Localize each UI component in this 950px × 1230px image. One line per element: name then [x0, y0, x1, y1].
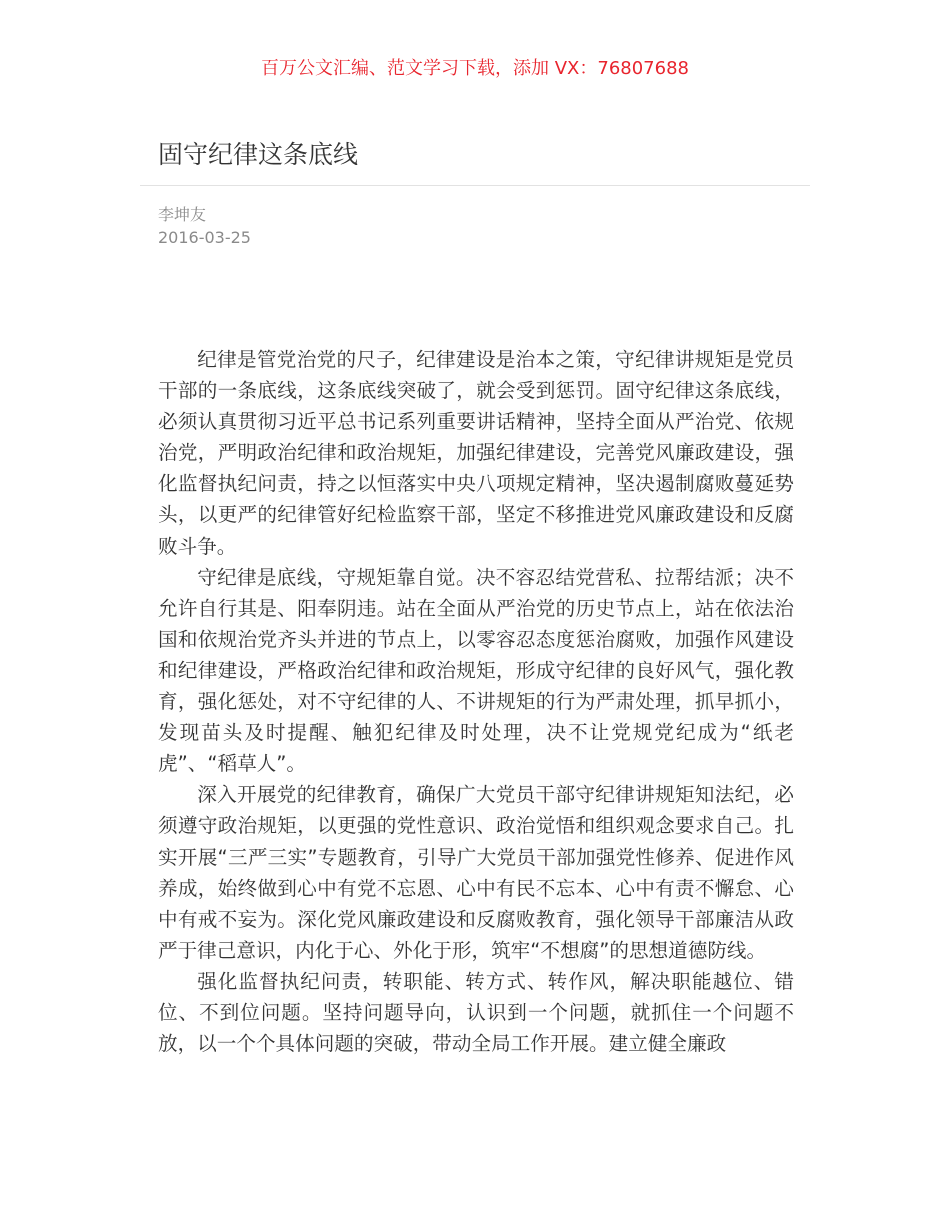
article-paragraph: 纪律是管党治党的尺子，纪律建设是治本之策，守纪律讲规矩是党员干部的一条底线，这条底线突破了，就会受到惩罚。固守纪律这条底线，必须认真贯彻习近平总书记系列重要讲话精神，坚持全面从严治党、依规治党，严明政治纪律和政治规矩，加强纪律建设，完善党风廉政建设，强化监督执纪问责，持之以恒落实中央八项规定精神，坚决遏制腐败蔓延势头，以更严的纪律管好纪检监察干部，坚定不移推进党风廉政建设和反腐败斗争。	[158, 348, 794, 558]
article-date: 2016-03-25	[158, 228, 251, 247]
title-divider	[140, 185, 810, 186]
article-body	[158, 344, 794, 1059]
article-author: 李坤友	[158, 205, 207, 224]
article-title: 固守纪律这条底线	[158, 140, 359, 169]
article-paragraph: 深入开展党的纪律教育，确保广大党员干部守纪律讲规矩知法纪，必须遵守政治规矩，以更强的党性意识、政治觉悟和组织观念要求自己。扎实开展“三严三实”专题教育，引导广大党员干部加强党性修养、促进作风养成，始终做到心中有党不忘恩、心中有民不忘本、心中有责不懈怠、心中有戒不妄为。深化党风廉政建设和反腐败教育，强化领导干部廉洁从政严于律己意识，内化于心、外化于形，筑牢“不想腐”的思想道德防线。	[158, 783, 794, 962]
promo-banner: 百万公文汇编、范文学习下载，添加 VX：76807688	[261, 58, 689, 79]
article-paragraph: 强化监督执纪问责，转职能、转方式、转作风，解决职能越位、错位、不到位问题。坚持问题导向，认识到一个问题，就抓住一个问题不放，以一个个具体问题的突破，带动全局工作开展。建立健全廉政	[158, 969, 794, 1056]
article-paragraph: 守纪律是底线，守规矩靠自觉。决不容忍结党营私、拉帮结派；决不允许自行其是、阳奉阴违。站在全面从严治党的历史节点上，站在依法治国和依规治党齐头并进的节点上，以零容忍态度惩治腐败，加强作风建设和纪律建设，严格政治纪律和政治规矩，形成守纪律的良好风气，强化教育，强化惩处，对不守纪律的人、不讲规矩的行为严肃处理，抓早抓小，发现苗头及时提醒、触犯纪律及时处理，决不让党规党纪成为“纸老虎”、“稻草人”。	[158, 565, 794, 776]
